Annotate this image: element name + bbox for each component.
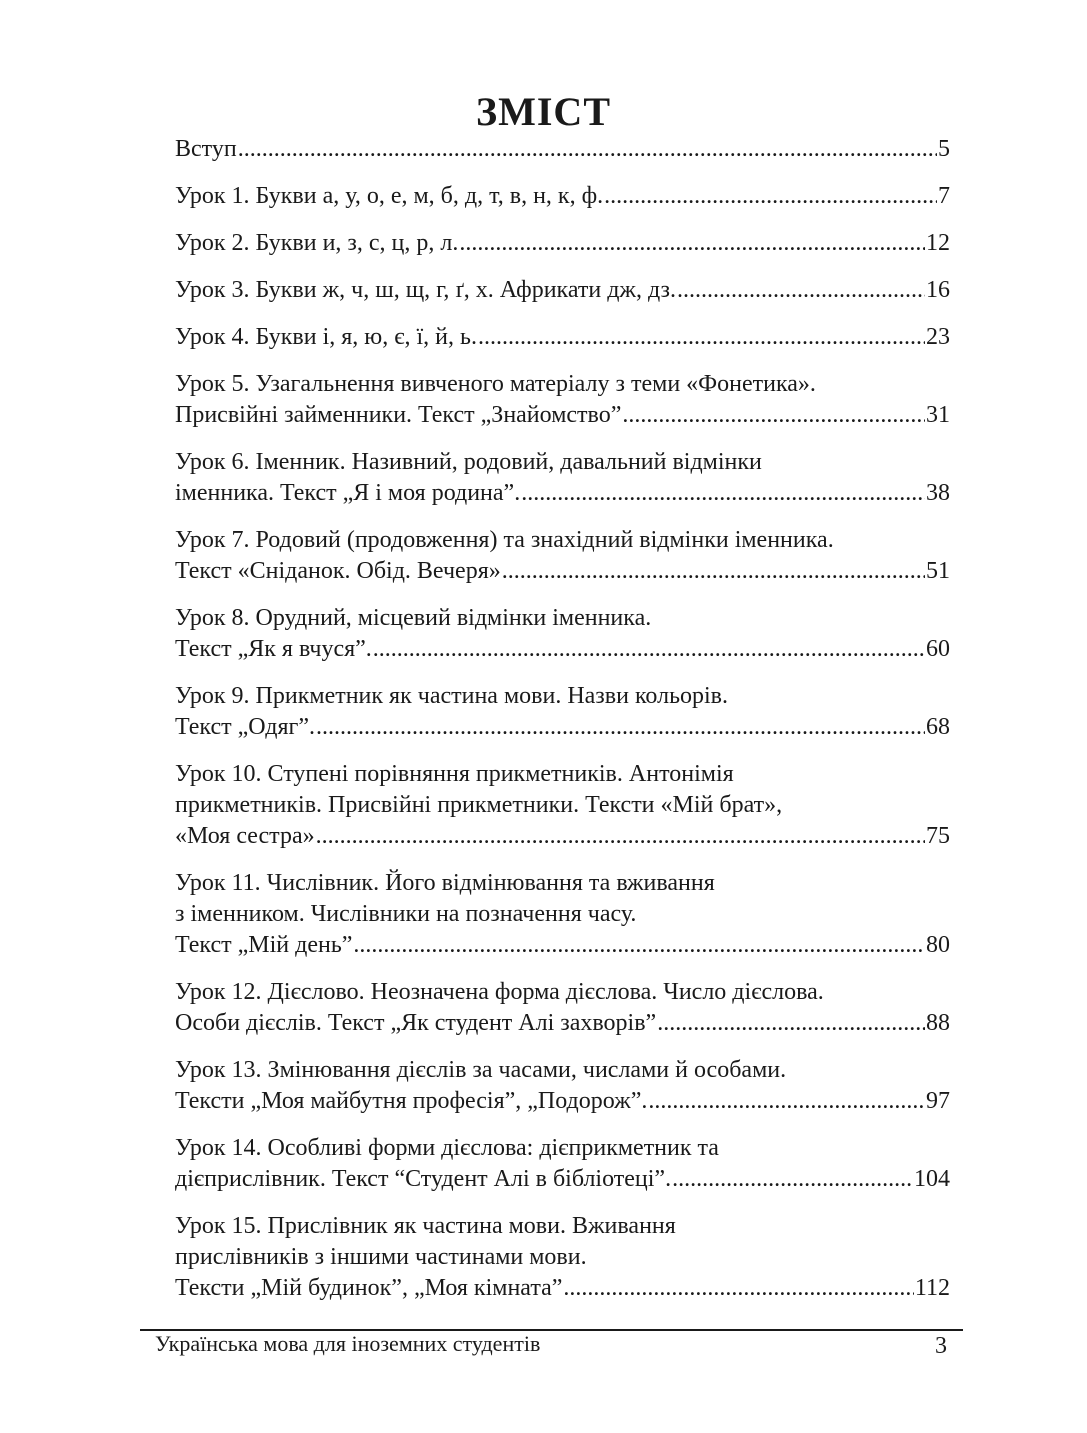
toc-entry-text: Текст „Мій день” bbox=[175, 932, 353, 958]
toc-page-number: 88 bbox=[926, 1010, 950, 1036]
toc-entry-last-line bbox=[175, 712, 950, 743]
toc-entry-line bbox=[175, 977, 950, 1008]
toc-entry bbox=[175, 447, 950, 509]
page-title: ЗМІСТ bbox=[476, 89, 611, 134]
toc-entry-line bbox=[175, 868, 950, 899]
dot-leader bbox=[459, 228, 925, 259]
dot-leader bbox=[677, 275, 925, 306]
toc-entry-text: Урок 15. Прислівник як частина мови. Вживання bbox=[175, 1213, 676, 1239]
toc-entry-text: Тексти „Мій будинок”, „Моя кімната” bbox=[175, 1275, 563, 1301]
toc-entry-text: дієприслівник. Текст “Студент Алі в бібліотеці”. bbox=[175, 1166, 672, 1192]
toc-entry-text: Урок 14. Особливі форми дієслова: дієприкметник та bbox=[175, 1135, 719, 1161]
toc-page-number: 68 bbox=[926, 714, 950, 740]
toc-page-number: 31 bbox=[926, 402, 950, 428]
toc-page-number: 75 bbox=[926, 823, 950, 849]
toc-entry bbox=[175, 977, 950, 1039]
toc-page-number: 51 bbox=[926, 558, 950, 584]
toc-entry-text: іменника. Текст „Я і моя родина”. bbox=[175, 480, 521, 506]
toc-entry-line bbox=[175, 603, 950, 634]
toc-entry-line bbox=[175, 790, 950, 821]
dot-leader bbox=[521, 478, 925, 509]
toc-entry bbox=[175, 681, 950, 743]
toc-entry-text: Урок 6. Іменник. Називний, родовий, давальний відмінки bbox=[175, 449, 762, 475]
toc-entry-last-line bbox=[175, 821, 950, 852]
dot-leader bbox=[604, 181, 937, 212]
toc-entry-text: з іменником. Числівники на позначення часу. bbox=[175, 901, 637, 927]
toc-entry-text: Урок 8. Орудний, місцевий відмінки іменника. bbox=[175, 605, 652, 631]
toc-entry-text: Урок 9. Прикметник як частина мови. Назви кольорів. bbox=[175, 683, 729, 709]
dot-leader bbox=[622, 400, 925, 431]
toc-entry-text: Урок 2. Букви и, з, с, ц, р, л. bbox=[175, 230, 459, 256]
toc-entry-text: Урок 3. Букви ж, ч, ш, щ, г, ґ, х. Африкати дж, дз. bbox=[175, 277, 676, 303]
toc-entry-last-line bbox=[175, 1086, 950, 1117]
dot-leader bbox=[316, 821, 925, 852]
toc-entry-last-line bbox=[175, 322, 950, 353]
toc-page-number: 80 bbox=[926, 932, 950, 958]
toc-entry-text: Текст «Сніданок. Обід. Вечеря» bbox=[175, 558, 501, 584]
dot-leader bbox=[672, 1164, 913, 1195]
toc-page-number: 38 bbox=[926, 480, 950, 506]
footer-page-number: 3 bbox=[935, 1333, 947, 1359]
toc-page-number: 112 bbox=[914, 1275, 950, 1301]
toc-entry bbox=[175, 759, 950, 852]
toc-page-number: 16 bbox=[926, 277, 950, 303]
toc-entry bbox=[175, 525, 950, 587]
toc-entry-line bbox=[175, 369, 950, 400]
footer-book-title: Українська мова для іноземних студентів bbox=[155, 1331, 541, 1356]
table-of-contents bbox=[175, 134, 950, 1304]
toc-page-number: 60 bbox=[926, 636, 950, 662]
toc-entry bbox=[175, 603, 950, 665]
dot-leader bbox=[238, 134, 937, 165]
toc-entry-line bbox=[175, 759, 950, 790]
dot-leader bbox=[478, 322, 925, 353]
toc-entry-text: Урок 10. Ступені порівняння прикметників. Антонімія bbox=[175, 761, 734, 787]
toc-page-number: 97 bbox=[926, 1088, 950, 1114]
toc-entry-last-line bbox=[175, 930, 950, 961]
toc-entry bbox=[175, 1055, 950, 1117]
toc-entry-line bbox=[175, 899, 950, 930]
toc-entry-line bbox=[175, 1242, 950, 1273]
toc-entry-text: Урок 1. Букви а, у, о, е, м, б, д, т, в, н, к, ф. bbox=[175, 183, 604, 209]
toc-entry-line bbox=[175, 1211, 950, 1242]
toc-entry bbox=[175, 275, 950, 306]
toc-entry-text: Текст „Одяг”. bbox=[175, 714, 316, 740]
toc-page-number: 5 bbox=[938, 136, 950, 162]
toc-entry-last-line bbox=[175, 134, 950, 165]
toc-entry-last-line bbox=[175, 478, 950, 509]
toc-entry-line bbox=[175, 1055, 950, 1086]
toc-entry bbox=[175, 1133, 950, 1195]
toc-entry-text: Урок 13. Змінювання дієслів за часами, числами й особами. bbox=[175, 1057, 787, 1083]
toc-entry-line bbox=[175, 525, 950, 556]
toc-entry-text: прикметників. Присвійні прикметники. Тексти «Мій брат», bbox=[175, 792, 783, 818]
toc-entry-last-line bbox=[175, 1273, 950, 1304]
toc-page-number: 104 bbox=[914, 1166, 950, 1192]
toc-entry-text: Текст „Як я вчуся”. bbox=[175, 636, 372, 662]
toc-entry-text: Присвійні займенники. Текст „Знайомство” bbox=[175, 402, 622, 428]
toc-entry-text: Урок 5. Узагальнення вивченого матеріалу з теми «Фонетика». bbox=[175, 371, 816, 397]
toc-entry bbox=[175, 134, 950, 165]
toc-entry-text: Тексти „Моя майбутня професія”, „Подорож”. bbox=[175, 1088, 648, 1114]
toc-entry-text: Вступ bbox=[175, 136, 237, 162]
dot-leader bbox=[502, 556, 925, 587]
toc-entry-text: Урок 11. Числівник. Його відмінювання та вживання bbox=[175, 870, 715, 896]
toc-page-number: 7 bbox=[938, 183, 950, 209]
toc-entry-last-line bbox=[175, 275, 950, 306]
toc-entry-text: Урок 12. Дієслово. Неозначена форма дієслова. Число дієслова. bbox=[175, 979, 824, 1005]
toc-page-number: 12 bbox=[926, 230, 950, 256]
toc-entry-line bbox=[175, 447, 950, 478]
dot-leader bbox=[657, 1008, 925, 1039]
toc-entry-text: Урок 4. Букви і, я, ю, є, ї, й, ь. bbox=[175, 324, 477, 350]
dot-leader bbox=[353, 930, 925, 961]
toc-entry-text: прислівників з іншими частинами мови. bbox=[175, 1244, 587, 1270]
toc-entry-last-line bbox=[175, 634, 950, 665]
dot-leader bbox=[316, 712, 925, 743]
toc-entry-last-line bbox=[175, 1008, 950, 1039]
toc-entry-text: Особи дієслів. Текст „Як студент Алі захворів” bbox=[175, 1010, 657, 1036]
toc-entry-text: «Моя сестра» bbox=[175, 823, 315, 849]
toc-entry-line bbox=[175, 681, 950, 712]
toc-entry-text: Урок 7. Родовий (продовження) та знахідний відмінки іменника. bbox=[175, 527, 834, 553]
dot-leader bbox=[563, 1273, 913, 1304]
toc-entry-last-line bbox=[175, 228, 950, 259]
toc-page-number: 23 bbox=[926, 324, 950, 350]
toc-entry bbox=[175, 228, 950, 259]
toc-entry bbox=[175, 369, 950, 431]
toc-entry-last-line bbox=[175, 181, 950, 212]
toc-entry-last-line bbox=[175, 400, 950, 431]
dot-leader bbox=[373, 634, 925, 665]
toc-entry-last-line bbox=[175, 1164, 950, 1195]
toc-entry bbox=[175, 868, 950, 961]
toc-entry bbox=[175, 181, 950, 212]
dot-leader bbox=[648, 1086, 925, 1117]
toc-entry bbox=[175, 1211, 950, 1304]
toc-entry bbox=[175, 322, 950, 353]
toc-entry-line bbox=[175, 1133, 950, 1164]
toc-entry-last-line bbox=[175, 556, 950, 587]
